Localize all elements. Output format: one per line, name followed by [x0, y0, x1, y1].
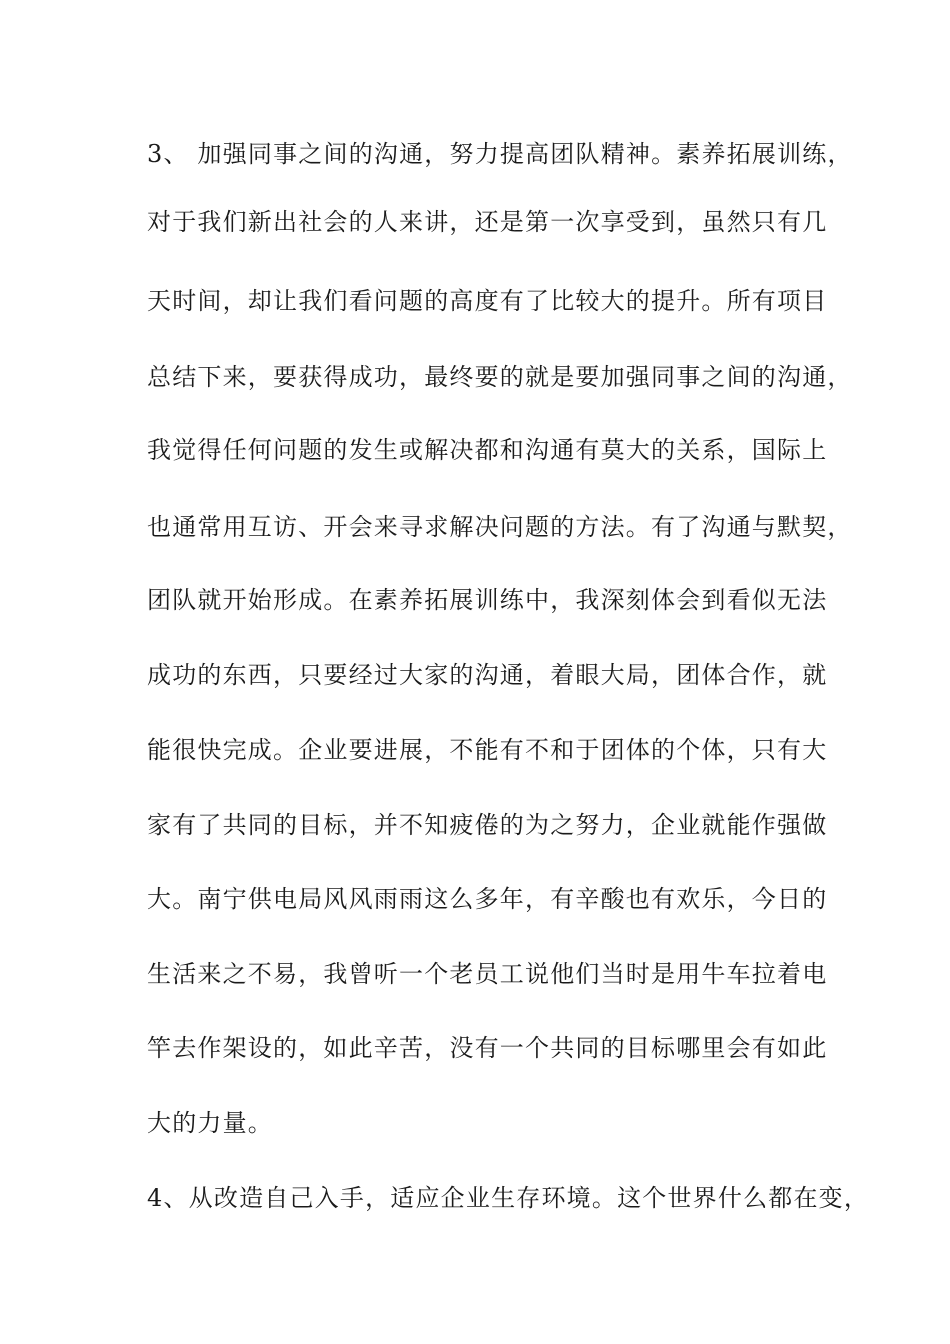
text-line: 生活来之不易，我曾听一个老员工说他们当时是用牛车拉着电	[147, 960, 828, 988]
text-line: 能很快完成。企业要进展，不能有不和于团体的个体，只有大	[147, 736, 828, 764]
text-line: 总结下来，要获得成功，最终要的就是要加强同事之间的沟通，	[147, 363, 853, 391]
text-line: 成功的东西，只要经过大家的沟通，着眼大局，团体合作，就	[147, 661, 828, 689]
text-line: 大的力量。	[147, 1109, 273, 1137]
text-line: 4、从改造自己入手，适应企业生存环境。这个世界什么都在变，	[147, 1184, 870, 1212]
text-line: 家有了共同的目标，并不知疲倦的为之努力，企业就能作强做	[147, 811, 828, 839]
text-line: 团队就开始形成。在素养拓展训练中，我深刻体会到看似无法	[147, 586, 828, 614]
text-line: 大。南宁供电局风风雨雨这么多年，有辛酸也有欢乐，今日的	[147, 885, 828, 913]
text-line: 对于我们新出社会的人来讲，还是第一次享受到，虽然只有几	[147, 208, 828, 236]
text-line: 我觉得任何问题的发生或解决都和沟通有莫大的关系，国际上	[147, 436, 828, 464]
text-line: 也通常用互访、开会来寻求解决问题的方法。有了沟通与默契，	[147, 513, 853, 541]
text-line: 3、 加强同事之间的沟通，努力提高团队精神。素养拓展训练，	[147, 140, 853, 168]
text-line: 天时间，却让我们看问题的高度有了比较大的提升。所有项目	[147, 287, 828, 315]
text-line: 竿去作架设的，如此辛苦，没有一个共同的目标哪里会有如此	[147, 1034, 828, 1062]
